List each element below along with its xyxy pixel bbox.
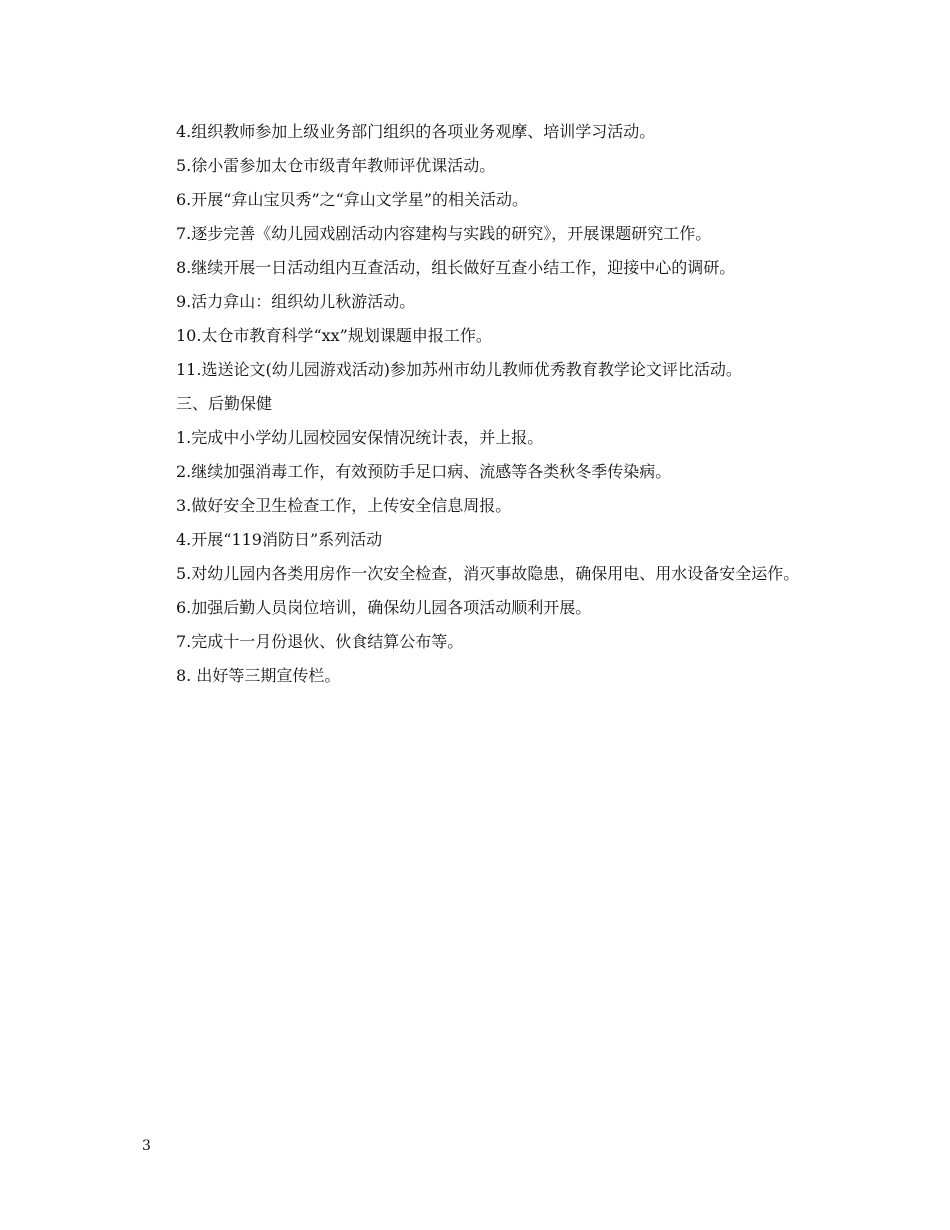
paragraph: 3.做好安全卫生检查工作，上传安全信息周报。 — [176, 496, 512, 515]
paragraph: 5.徐小雷参加太仓市级青年教师评优课活动。 — [176, 156, 496, 175]
section-heading: 三、后勤保健 — [176, 394, 273, 413]
paragraph: 4.开展“119消防日”系列活动 — [176, 530, 383, 549]
paragraph: 1.完成中小学幼儿园校园安保情况统计表，并上报。 — [176, 428, 544, 447]
paragraph: 8. 出好等三期宣传栏。 — [176, 666, 341, 685]
paragraph: 7.逐步完善《幼儿园戏剧活动内容建构与实践的研究》，开展课题研究工作。 — [176, 224, 712, 243]
paragraph: 9.活力弇山：组织幼儿秋游活动。 — [176, 292, 416, 311]
page-number: 3 — [142, 1138, 151, 1154]
document-body — [142, 115, 832, 693]
paragraph: 5.对幼儿园内各类用房作一次安全检查，消灭事故隐患，确保用电、用水设备安全运作。 — [176, 564, 800, 583]
paragraph: 2.继续加强消毒工作，有效预防手足口病、流感等各类秋冬季传染病。 — [176, 462, 672, 481]
paragraph: 6.开展“弇山宝贝秀”之“弇山文学星”的相关活动。 — [176, 190, 528, 209]
paragraph: 8.继续开展一日活动组内互查活动，组长做好互查小结工作，迎接中心的调研。 — [176, 258, 736, 277]
paragraph: 4.组织教师参加上级业务部门组织的各项业务观摩、培训学习活动。 — [176, 122, 656, 141]
paragraph: 11.选送论文(幼儿园游戏活动)参加苏州市幼儿教师优秀教育教学论文评比活动。 — [176, 360, 742, 379]
paragraph: 6.加强后勤人员岗位培训，确保幼儿园各项活动顺利开展。 — [176, 598, 592, 617]
paragraph: 10.太仓市教育科学“xx”规划课题申报工作。 — [176, 326, 492, 345]
paragraph: 7.完成十一月份退伙、伙食结算公布等。 — [176, 632, 464, 651]
